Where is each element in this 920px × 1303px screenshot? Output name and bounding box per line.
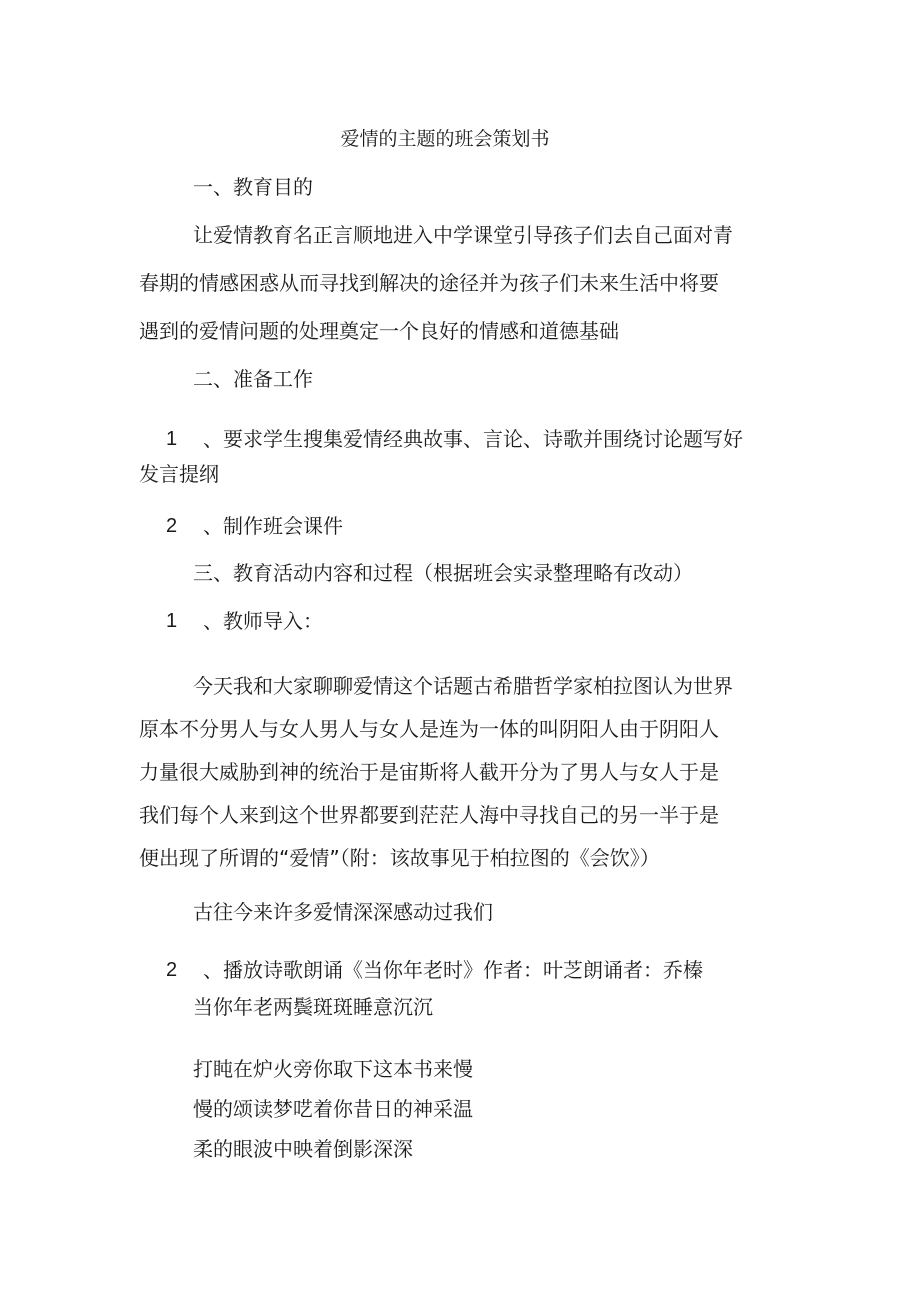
paragraph-line: 让爱情教育名正言顺地进入中学课堂引导孩子们去自己面对青: [193, 223, 733, 247]
paragraph-line: 便出现了所谓的“爱情”（附：该故事见于柏拉图的《会饮》）: [139, 846, 660, 870]
paragraph-line: 春期的情感困惑从而寻找到解决的途径并为孩子们未来生活中将要: [139, 271, 719, 295]
list-number: 1: [166, 428, 178, 450]
poem-line: 柔的眼波中映着倒影深深: [193, 1137, 413, 1161]
paragraph-line: 我们每个人来到这个世界都要到茫茫人海中寻找自己的另一半于是: [139, 803, 719, 827]
paragraph-line: 今天我和大家聊聊爱情这个话题古希腊哲学家柏拉图认为世界: [193, 674, 733, 698]
list-item-text: 、要求学生搜集爱情经典故事、言论、诗歌并围绕讨论题写好: [203, 427, 743, 451]
paragraph-line: 古往今来许多爱情深深感动过我们: [193, 900, 493, 924]
list-number: 2: [166, 959, 178, 981]
paragraph-line: 力量很大威胁到神的统治于是宙斯将人截开分为了男人与女人于是: [139, 760, 719, 784]
section-heading-preparation: 二、准备工作: [193, 367, 313, 391]
poem-line: 慢的颂读梦呓着你昔日的神采温: [193, 1097, 473, 1121]
list-number: 1: [166, 610, 178, 632]
section-heading-activities: 三、教育活动内容和过程（根据班会实录整理略有改动）: [193, 561, 693, 585]
poem-line: 打盹在炉火旁你取下这本书来慢: [193, 1057, 473, 1081]
paragraph-line: 原本不分男人与女人男人与女人是连为一体的叫阴阳人由于阴阳人: [139, 717, 719, 741]
list-item-text: 、制作班会课件: [203, 514, 343, 538]
paragraph-line: 遇到的爱情问题的处理奠定一个良好的情感和道德基础: [139, 319, 619, 343]
section-heading-purpose: 一、教育目的: [193, 175, 313, 199]
list-item-text: 、教师导入：: [203, 609, 323, 633]
list-number: 2: [166, 515, 178, 537]
document-title: 爱情的主题的班会策划书: [340, 128, 550, 150]
list-item-continuation: 发言提纲: [139, 462, 219, 486]
list-item-text: 、播放诗歌朗诵《当你年老时》作者：叶芝朗诵者：乔榛: [203, 958, 703, 982]
poem-line: 当你年老两鬓斑斑睡意沉沉: [193, 995, 433, 1019]
